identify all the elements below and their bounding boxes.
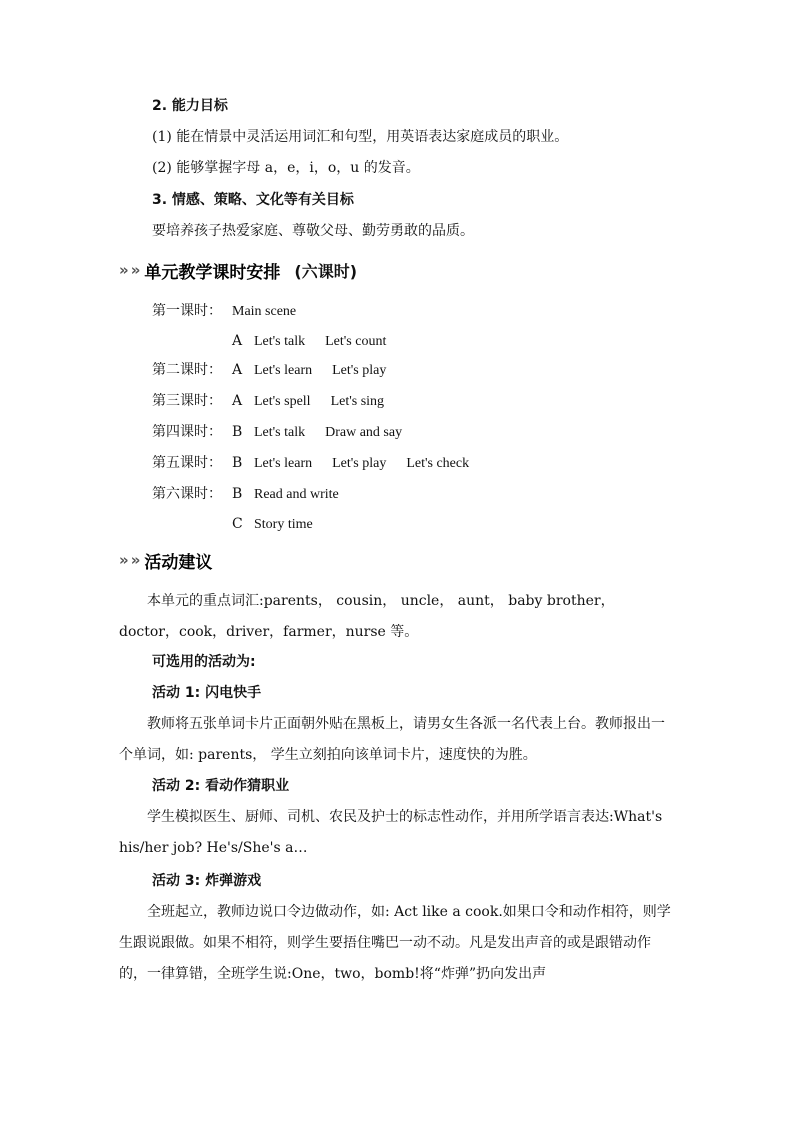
schedule-row-item: Story time [254,517,313,532]
schedule-row [152,301,316,322]
schedule-row [152,514,333,535]
schedule-row-group: B [232,486,243,502]
schedule-row-item: Read and write [254,487,339,502]
double-chevron-icon: » [130,551,137,569]
activity-heading-title: 活动建议 [144,552,213,573]
vocab-paragraph: 本单元的重点词汇:parents， cousin， uncle， aunt， baby brother， doctor，cook，driver，farmer，nurse 等。 [119,593,615,640]
ability-goal-item-1: (1) 能在情景中灵活运用词汇和句型，用英语表达家庭成员的职业。 [152,129,569,145]
schedule-row-group: A [232,393,243,409]
schedule-row-label: 第四课时： [152,424,222,440]
ability-goal-item-2: (2) 能够掌握字母 a，e，i，o，u 的发音。 [152,160,420,176]
emotion-goal-title: 3. 情感、策略、文化等有关目标 [152,192,354,208]
schedule-row-label: 第二课时： [152,362,222,378]
schedule-row [152,484,359,505]
schedule-row-group: A [232,362,243,378]
schedule-row-item: Draw and say [325,425,403,440]
schedule-row [152,422,422,443]
schedule-row-group: B [232,424,243,440]
schedule-row-group: C [232,516,243,532]
schedule-row-item: Let's play [332,456,387,471]
activity-heading [119,547,212,573]
ability-goal-title: 2. 能力目标 [152,98,228,114]
schedule-heading-subtitle: (六课时) [294,261,358,281]
double-chevron-icon: » [130,261,137,279]
activity-2-text: 学生模拟医生、厨师、司机、农民及护士的标志性动作，并用所学语言表达:What's his/her job? He's/She's a… [119,809,663,856]
schedule-row-item: Let's learn [254,363,313,378]
emotion-goal-text: 要培养孩子热爱家庭、尊敬父母、勤劳勇敢的品质。 [152,223,474,239]
schedule-heading [119,257,357,283]
activity-1-text: 教师将五张单词卡片正面朝外贴在黑板上，请男女生各派一名代表上台。教师报出一个单词，如: parents， 学生立刻拍向该单词卡片，速度快的为胜。 [119,716,665,763]
activity-2-title: 活动 2: 看动作猜职业 [152,778,290,794]
schedule-row-item: Let's learn [254,456,313,471]
activity-3-title: 活动 3: 炸弹游戏 [152,873,262,889]
schedule-row-item: Let's count [325,334,387,349]
schedule-row-label: 第六课时： [152,486,222,502]
double-chevron-icon: » [119,261,125,279]
schedule-heading-title: 单元教学课时安排 [144,262,281,283]
schedule-row [152,360,406,381]
schedule-row-group: B [232,455,243,471]
activity-3-text: 全班起立，教师边说口令边做动作，如: Act like a cook.如果口令和动作相符，则学生跟说跟做。如果不相符，则学生要捂住嘴巴一动不动。凡是发出声音的或是跟错动作的，一律算错，全班学生说:One，two，bomb!将“炸弹”扔向发出声 [119,904,671,982]
double-chevron-icon: » [119,551,125,569]
schedule-row-item: Let's check [406,456,470,471]
schedule-row-label: 第五课时： [152,455,222,471]
schedule-row-item: Let's spell [254,394,311,409]
activities-intro: 可选用的活动为: [152,654,256,670]
schedule-row-label: 第一课时： [152,303,222,319]
schedule-row-item: Let's talk [254,334,306,349]
schedule-row-item: Let's sing [330,394,385,409]
schedule-row [152,331,406,352]
schedule-row-item: Let's play [332,363,387,378]
schedule-row-label: 第三课时： [152,393,222,409]
schedule-row-item: Main scene [232,304,297,319]
schedule-row-item: Let's talk [254,425,306,440]
schedule-row-group: A [232,333,243,349]
schedule-row [152,453,489,474]
activity-1-title: 活动 1: 闪电快手 [152,685,262,701]
schedule-row [152,391,404,412]
